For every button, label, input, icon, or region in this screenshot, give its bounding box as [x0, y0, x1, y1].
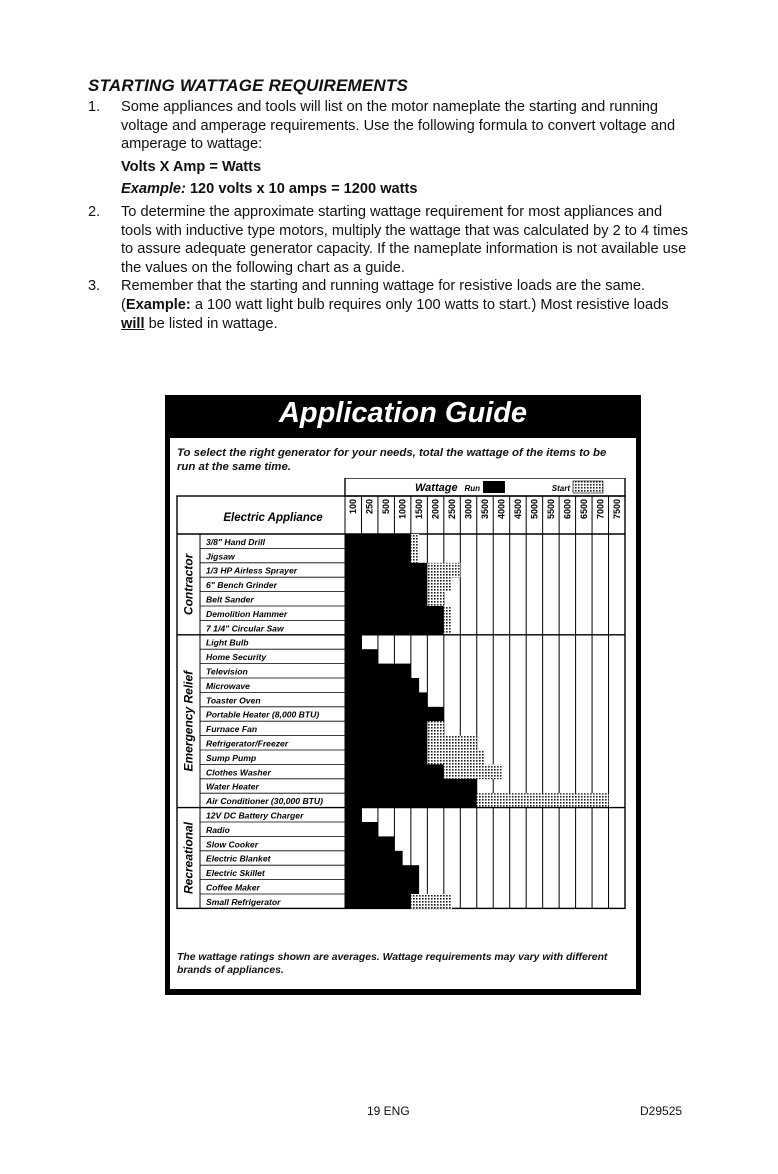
bar-start: [444, 606, 452, 621]
appliance-label: Belt Sander: [206, 594, 254, 605]
bar-run: [345, 563, 427, 578]
legend-swatch-run: [483, 481, 505, 493]
bar-start: [477, 793, 609, 808]
bar-start: [427, 736, 476, 751]
bar-run: [345, 620, 444, 635]
bar-run: [345, 678, 419, 693]
bar-start: [427, 721, 443, 736]
tick-label-7000: 7000: [595, 499, 606, 520]
appliance-label: Jigsaw: [206, 551, 235, 562]
appliance-label: 6" Bench Grinder: [206, 580, 277, 591]
appliance-label: 12V DC Battery Charger: [206, 810, 304, 821]
bar-run: [345, 822, 378, 837]
bar-run: [345, 808, 361, 823]
bar-run: [345, 548, 411, 563]
group-label-0: Contractor: [181, 553, 196, 616]
appliance-label: 3/8" Hand Drill: [206, 536, 265, 547]
tick-label-1500: 1500: [414, 499, 425, 520]
tick-label-3000: 3000: [463, 499, 474, 520]
page-number: 19 ENG: [367, 1104, 410, 1118]
appliance-label: Electric Skillet: [206, 868, 265, 879]
legend-label-start: Start: [551, 484, 570, 493]
appliance-label: Light Bulb: [206, 637, 249, 648]
bar-start: [411, 548, 419, 563]
bar-run: [345, 779, 477, 794]
tick-label-4500: 4500: [512, 499, 523, 520]
guide-intro: To select the right generator for your needs, total the wattage of the items to be run at the same time.: [177, 447, 607, 473]
bar-run: [345, 721, 427, 736]
legend-label-run: Run: [464, 484, 480, 493]
step-number: 1.: [88, 99, 101, 115]
tick-label-6000: 6000: [562, 499, 573, 520]
tick-label-500: 500: [381, 499, 392, 515]
step-2: [88, 203, 688, 277]
formula-block: [88, 158, 688, 199]
tick-label-5000: 5000: [529, 499, 540, 520]
bar-run: [345, 865, 419, 880]
appliance-label: Small Refrigerator: [206, 896, 281, 907]
appliance-label: Electric Blanket: [206, 853, 271, 864]
instruction-steps: [88, 98, 688, 333]
bar-start: [427, 563, 460, 578]
formula: Volts X Amp = Watts: [121, 158, 262, 175]
appliance-label: Furnace Fan: [206, 724, 258, 735]
guide-footnote: The wattage ratings shown are averages. Wattage requirements may vary with different brands of appliances.: [177, 952, 608, 976]
bar-start: [411, 894, 452, 909]
bar-run: [345, 649, 378, 664]
step-example-label: Example:: [125, 296, 191, 313]
appliance-label: Toaster Oven: [206, 695, 261, 706]
wattage-chart: [170, 478, 636, 948]
bar-start: [444, 764, 502, 779]
chart-header-label: Electric Appliance: [223, 512, 323, 524]
bar-run: [345, 750, 427, 765]
bar-start: [427, 592, 443, 607]
bar-run: [345, 606, 444, 621]
group-label-2: Recreational: [181, 821, 196, 895]
appliance-label: Demolition Hammer: [206, 608, 288, 619]
tick-label-250: 250: [364, 499, 375, 515]
bar-run: [345, 692, 427, 707]
tick-label-2000: 2000: [430, 499, 441, 520]
bar-run: [345, 851, 403, 866]
tick-label-2500: 2500: [447, 499, 458, 520]
bar-start: [444, 620, 452, 635]
document-code: D29525: [640, 1104, 683, 1118]
bar-run: [345, 534, 411, 549]
bar-run: [345, 736, 427, 751]
formula-example: [121, 180, 688, 199]
appliance-label: Television: [206, 666, 248, 677]
wattage-axis-label: Wattage: [415, 482, 458, 494]
appliance-label: Portable Heater (8,000 BTU): [206, 709, 320, 720]
appliance-label: Refrigerator/Freezer: [206, 738, 289, 749]
bar-start: [411, 534, 419, 549]
appliance-label: Air Conditioner (30,000 BTU): [206, 796, 323, 807]
guide-panel: [170, 438, 636, 989]
appliance-label: Microwave: [206, 680, 250, 691]
tick-label-7500: 7500: [611, 499, 622, 520]
bar-run: [345, 836, 394, 851]
section-title: STARTING WATTAGE REQUIREMENTS: [88, 76, 408, 95]
guide-title: Application Guide: [278, 397, 528, 429]
step-1: [88, 98, 688, 154]
step-text: To determine the approximate starting wattage requirement for most appliances and tools with inductive type motors, multiply the wattage that was calculated by 2 to 4 times to assure adequate generator capacity. If the nameplate information is not available use the values on the following chart as a guide.: [121, 203, 688, 276]
appliance-label: 1/3 HP Airless Sprayer: [206, 565, 298, 576]
step-3: [88, 277, 688, 333]
example-text: 120 volts x 10 amps = 1200 watts: [185, 181, 418, 198]
tick-label-4000: 4000: [496, 499, 507, 520]
bar-run: [345, 880, 419, 895]
tick-label-5500: 5500: [545, 499, 556, 520]
appliance-label: Radio: [206, 824, 230, 835]
bar-run: [345, 764, 444, 779]
step-number: 3.: [88, 278, 101, 295]
group-label-1: Emergency Relief: [181, 670, 196, 772]
example-label: Example:: [121, 181, 186, 198]
bar-run: [345, 635, 361, 650]
bar-start: [427, 750, 485, 765]
tick-label-3500: 3500: [480, 499, 490, 520]
step-text-before: Remember that the starting and running wattage for resistive loads are the same. (: [121, 278, 646, 313]
bar-run: [345, 707, 444, 722]
appliance-label: Coffee Maker: [206, 882, 260, 893]
step-number: 2.: [88, 203, 101, 220]
appliance-label: Water Heater: [206, 781, 259, 792]
application-guide: [165, 395, 641, 995]
bar-start: [427, 577, 452, 592]
appliance-label: Home Security: [206, 652, 267, 663]
appliance-label: Clothes Washer: [206, 767, 271, 778]
tick-label-100: 100: [348, 499, 359, 515]
step-text-after: be listed in wattage.: [144, 315, 278, 332]
legend-swatch-start: [573, 481, 603, 493]
step-text-mid: a 100 watt light bulb requires only 100 watts to start.) Most resistive loads: [190, 296, 669, 313]
tick-label-1000: 1000: [397, 499, 408, 520]
appliance-label: Slow Cooker: [206, 839, 259, 850]
appliance-label: Sump Pump: [206, 752, 257, 763]
appliance-label: 7 1/4" Circular Saw: [206, 623, 284, 634]
bar-run: [345, 577, 427, 592]
bar-run: [345, 664, 411, 679]
bar-run: [345, 592, 427, 607]
bar-run: [345, 793, 477, 808]
step-emphasis: will: [121, 315, 145, 332]
tick-label-6500: 6500: [578, 499, 589, 520]
bar-run: [345, 894, 411, 909]
step-text: Some appliances and tools will list on the motor nameplate the starting and running voltage and amperage requirements. Use the following formula to convert voltage and amperage to wattage:: [121, 99, 676, 153]
